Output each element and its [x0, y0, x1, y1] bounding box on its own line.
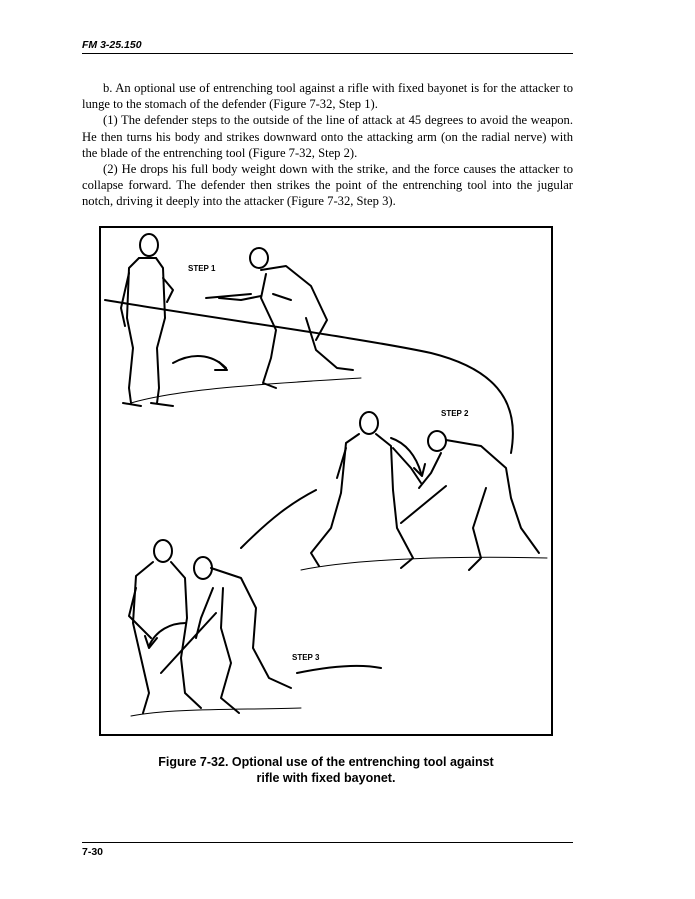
step-2-label: STEP 2: [441, 409, 469, 418]
paragraph-1: (1) The defender steps to the outside of the line of attack at 45 degrees to avoid the weapon. He then turns his body and strikes downward onto the attacking arm (on the radial nerve) with the blade of the entrenching tool (Figure 7-32, Step 2).: [82, 113, 573, 160]
page-number: 7-30: [82, 846, 104, 858]
figure-7-32-illustration: [99, 226, 553, 736]
caption-line-2: rifle with fixed bayonet.: [256, 771, 396, 785]
header-rule: [82, 53, 573, 54]
figure-caption: [99, 754, 553, 786]
step-3-ground: [131, 708, 301, 716]
paragraph-2: (2) He drops his full body weight down with the strike, and the force causes the attacker to collapse forward. The defender then strikes the point of the entrenching tool into the jugular notch, driving it deeply into the attacker (Figure 7-32, Step 3).: [82, 162, 573, 209]
step-1-label: STEP 1: [188, 264, 216, 273]
step-1-defender-figure: [121, 234, 173, 406]
step-2-defender-figure: [311, 412, 421, 568]
paragraph-b: b. An optional use of entrenching tool against a rifle with fixed bayonet is for the attacker to lunge to the stomach of the defender (Figure 7-32, Step 1).: [82, 81, 573, 112]
caption-line-1: Figure 7-32. Optional use of the entrenching tool against: [158, 755, 494, 769]
step-2-attacker-figure: [401, 431, 539, 570]
step-2-ground: [301, 557, 547, 570]
page-header-manual-id: FM 3-25.150: [82, 39, 142, 51]
step-2-connector-line: [241, 490, 316, 548]
step-1-attacker-figure: [206, 248, 353, 388]
step-2-motion-arrow: [391, 438, 421, 473]
footer-rule: [82, 842, 573, 843]
step-3-attacker-figure: [161, 557, 291, 713]
step-1-ground: [131, 378, 361, 403]
figure-drawing: [101, 228, 553, 736]
line-of-attack-arc: [105, 300, 513, 453]
step-3-underline-arc: [297, 666, 381, 673]
step-3-defender-figure: [129, 540, 201, 713]
body-text: [82, 80, 573, 210]
step-3-label: STEP 3: [292, 653, 320, 662]
